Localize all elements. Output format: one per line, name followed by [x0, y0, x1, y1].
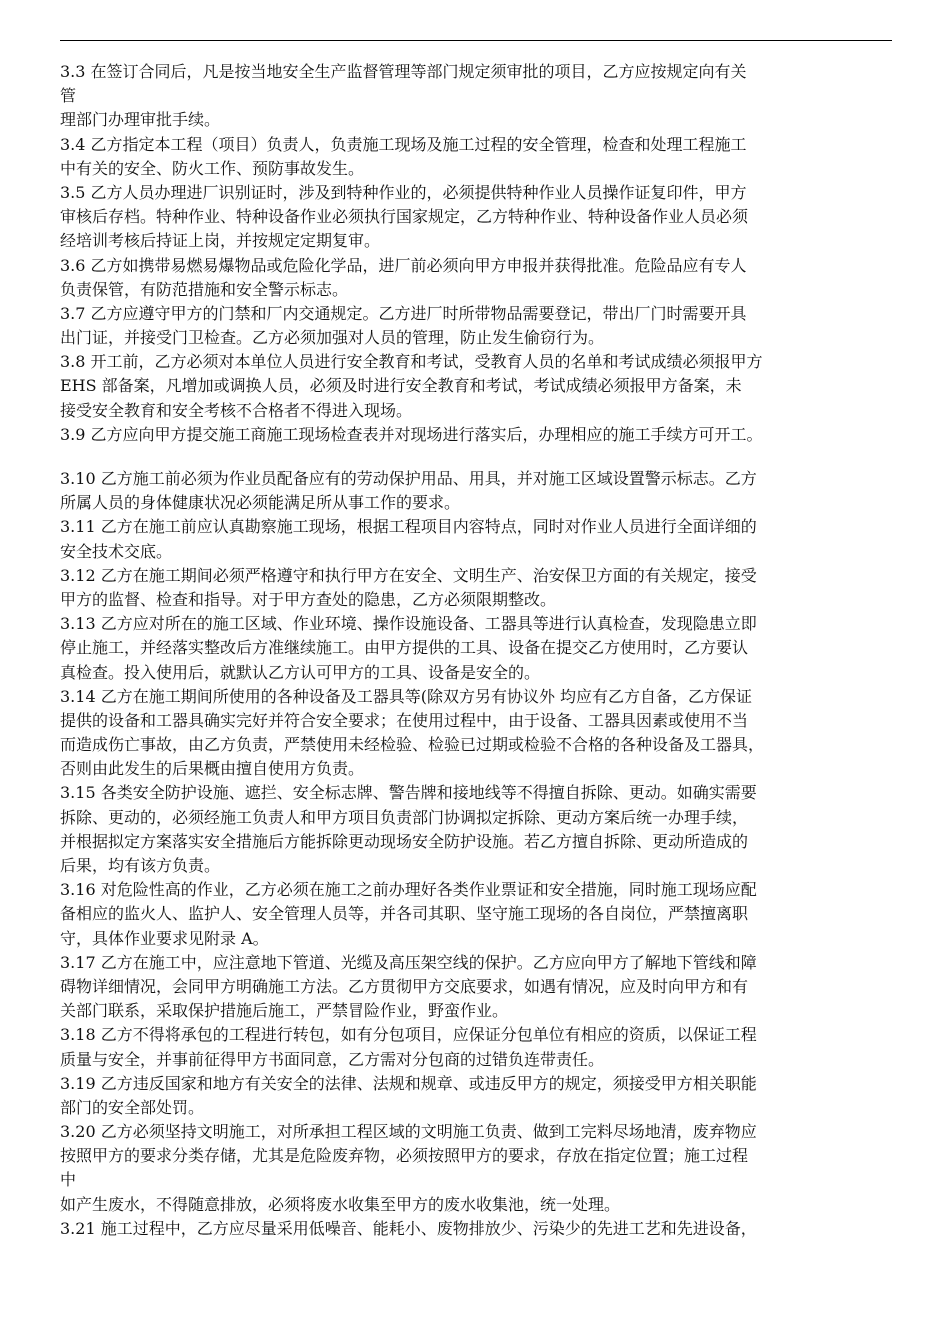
text-line: 否则由此发生的后果概由擅自使用方负责。	[60, 759, 365, 779]
text-line: 3.19 乙方违反国家和地方有关安全的法律、法规和规章、或违反甲方的规定，须接受甲方相关职能	[60, 1073, 757, 1093]
text-line: 3.12 乙方在施工期间必须严格遵守和执行甲方在安全、文明生产、治安保卫方面的有关规定，接受	[60, 565, 757, 585]
text-line: 安全技术交底。	[60, 541, 173, 561]
text-line: 真检查。投入使用后，就默认乙方认可甲方的工具、设备是安全的。	[60, 662, 541, 682]
text-line: EHS 部备案，凡增加或调换人员，必须及时进行安全教育和考试，考试成绩必须报甲方备案，未	[60, 376, 742, 396]
document-body	[60, 60, 895, 1241]
text-line: 中有关的安全、防火工作、预防事故发生。	[60, 158, 365, 178]
text-line: 负责保管，有防范措施和安全警示标志。	[60, 279, 349, 299]
text-line: 3.4 乙方指定本工程（项目）负责人，负责施工现场及施工过程的安全管理，检查和处理工程施工	[60, 134, 747, 154]
text-line: 中	[60, 1170, 77, 1190]
text-line: 按照甲方的要求分类存储，尤其是危险废弃物，必须按照甲方的要求，存放在指定位置；施工过程	[60, 1146, 749, 1166]
text-line: 经培训考核后持证上岗，并按规定定期复审。	[60, 231, 381, 251]
text-line: 如产生废水，不得随意排放，必须将废水收集至甲方的废水收集池，统一处理。	[60, 1194, 621, 1214]
text-line: 3.10 乙方施工前必须为作业员配备应有的劳动保护用品、用具，并对施工区域设置警示标志。乙方	[60, 469, 757, 488]
text-line: 审核后存档。特种作业、特种设备作业必须执行国家规定，乙方特种作业、特种设备作业人员必须	[60, 207, 749, 227]
header-rule	[60, 40, 892, 41]
text-line: 3.17 乙方在施工中，应注意地下管道、光缆及高压架空线的保护。乙方应向甲方了解地下管线和障	[60, 952, 757, 972]
text-line: 守，具体作业要求见附录 A。	[60, 928, 269, 948]
text-line: 接受安全教育和安全考核不合格者不得进入现场。	[60, 400, 413, 420]
text-line: 而造成伤亡事故，由乙方负责，严禁使用未经检验、检验已过期或检验不合格的各种设备及工器具，	[60, 735, 765, 755]
text-line: 部门的安全部处罚。	[60, 1097, 205, 1117]
text-line: 3.9 乙方应向甲方提交施工商施工现场检查表并对现场进行落实后，办理相应的施工手续方可开工。	[60, 424, 763, 444]
text-line: 3.5 乙方人员办理进厂识别证时，涉及到特种作业的，必须提供特种作业人员操作证复印件，甲方	[60, 182, 747, 202]
text-line: 3.7 乙方应遵守甲方的门禁和厂内交通规定。乙方进厂时所带物品需要登记，带出厂门时需要开具	[60, 303, 747, 323]
text-line: 管	[60, 86, 77, 106]
text-line: 并根据拟定方案落实安全措施后方能拆除更动现场安全防护设施。若乙方擅自拆除、更动所造成的	[60, 831, 749, 851]
text-line: 关部门联系，采取保护措施后施工，严禁冒险作业，野蛮作业。	[60, 1001, 509, 1021]
text-line: 3.16 对危险性高的作业，乙方必须在施工之前办理好各类作业票证和安全措施，同时施工现场应配	[60, 880, 757, 900]
text-line: 备相应的监火人、监护人、安全管理人员等，并各司其职、坚守施工现场的各自岗位，严禁擅离职	[60, 904, 749, 924]
text-line: 甲方的监督、检查和指导。对于甲方查处的隐患，乙方必须限期整改。	[60, 589, 557, 609]
text-line: 3.8 开工前，乙方必须对本单位人员进行安全教育和考试，受教育人员的名单和考试成绩必须报甲方	[60, 352, 763, 372]
text-line: 3.15 各类安全防护设施、遮拦、安全标志牌、警告牌和接地线等不得擅自拆除、更动。如确实需要	[60, 783, 757, 803]
text-line: 3.13 乙方应对所在的施工区域、作业环境、操作设施设备、工器具等进行认真检查，发现隐患立即	[60, 614, 757, 634]
text-line: 出门证，并接受门卫检查。乙方必须加强对人员的管理，防止发生偷窃行为。	[60, 328, 605, 348]
text-line: 提供的设备和工器具确实完好并符合安全要求；在使用过程中，由于设备、工器具因素或使用不当	[60, 710, 749, 730]
text-line: 停止施工，并经落实整改后方准继续施工。由甲方提供的工具、设备在提交乙方使用时，乙方要认	[60, 638, 749, 658]
text-line: 碍物详细情况，会同甲方明确施工方法。乙方贯彻甲方交底要求，如遇有情况，应及时向甲方和有	[60, 976, 749, 996]
text-line: 3.18 乙方不得将承包的工程进行转包，如有分包项目，应保证分包单位有相应的资质，以保证工程	[60, 1025, 757, 1045]
text-line: 后果，均有该方负责。	[60, 856, 221, 875]
text-line: 3.6 乙方如携带易燃易爆物品或危险化学品，进厂前必须向甲方申报并获得批准。危险品应有专人	[60, 255, 747, 275]
text-line: 3.20 乙方必须坚持文明施工，对所承担工程区域的文明施工负责、做到工完料尽场地清，废弃物应	[60, 1122, 757, 1142]
text-line: 所属人员的身体健康状况必须能满足所从事工作的要求。	[60, 493, 461, 513]
text-line: 理部门办理审批手续。	[60, 110, 221, 130]
text-line: 3.11 乙方在施工前应认真勘察施工现场，根据工程项目内容特点，同时对作业人员进行全面详细的	[60, 517, 757, 537]
text-line: 3.3 在签订合同后，凡是按当地安全生产监督管理等部门规定须审批的项目，乙方应按规定向有关	[60, 62, 747, 81]
text-line: 3.21 施工过程中，乙方应尽量采用低噪音、能耗小、废物排放少、污染少的先进工艺和先进设备，	[60, 1218, 757, 1238]
text-line: 3.14 乙方在施工期间所使用的各种设备及工器具等(除双方另有协议外 均应有乙方自备，乙方保证	[60, 686, 753, 706]
blank-line	[60, 447, 895, 467]
text-line: 质量与安全，并事前征得甲方书面同意，乙方需对分包商的过错负连带责任。	[60, 1049, 605, 1069]
text-line: 拆除、更动的，必须经施工负责人和甲方项目负责部门协调拟定拆除、更动方案后统一办理手续，	[60, 807, 749, 827]
